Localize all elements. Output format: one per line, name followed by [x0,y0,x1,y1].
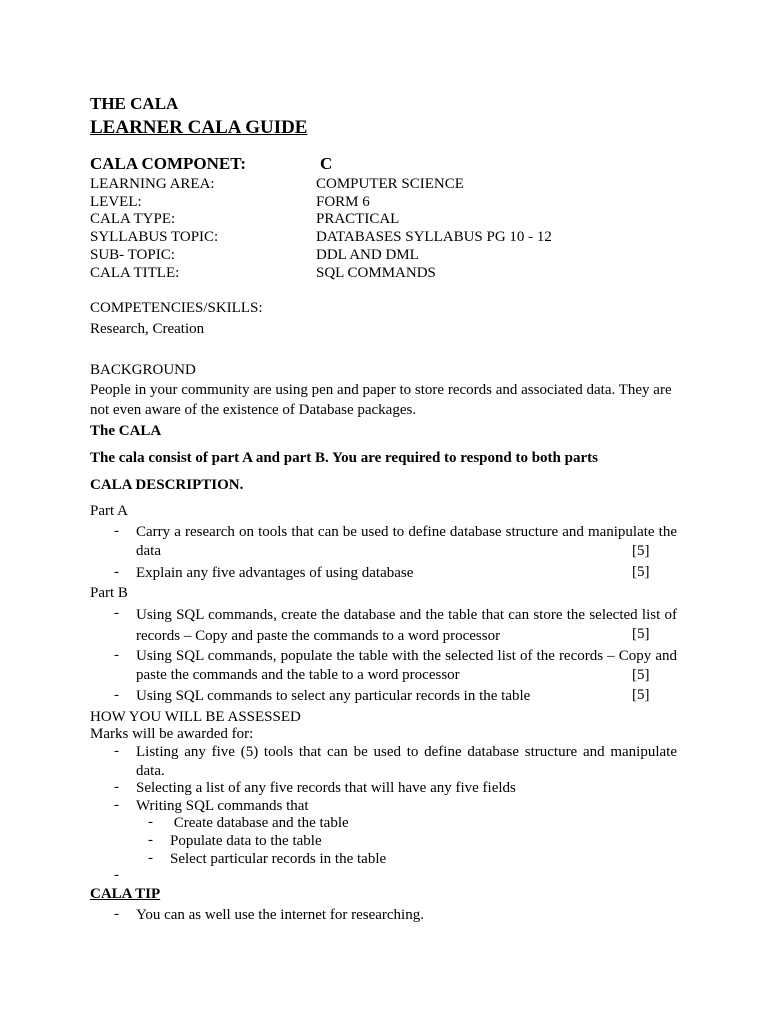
list-bullet: - [114,523,119,539]
assessment-item-1: Listing any five (5) tools that can be used to define database structure and manipulate data. [136,744,677,779]
list-bullet: - [114,647,119,663]
info-label-cala-title: CALA TITLE: [90,265,180,281]
info-label-cala-type: CALA TYPE: [90,211,176,227]
component-label: CALA COMPONET: [90,154,246,173]
assessment-sub-item-3: Select particular records in the table [170,851,387,867]
competencies-value: Research, Creation [90,321,205,337]
part-b-item-3: Using SQL commands to select any particular records in the table [136,688,531,704]
info-label-learning-area: LEARNING AREA: [90,176,215,192]
list-bullet: - [114,797,119,813]
background-text: People in your community are using pen and paper to store records and associated data. They are not even aware of the existence of Database packages. [90,382,672,418]
competencies-heading: COMPETENCIES/SKILLS: [90,300,263,316]
part-b-item-1-mark: [5] [632,626,650,642]
assessment-sub-item-2: Populate data to the table [170,833,322,849]
part-a-item-2-mark: [5] [632,564,650,580]
info-label-sub-topic: SUB- TOPIC: [90,247,175,263]
assessment-item-3: Writing SQL commands that [136,798,309,814]
part-b-item-1: Using SQL commands, create the database and the table that can store the selected list of records – Copy and paste the commands to a word processor [136,607,677,644]
info-value-level: FORM 6 [316,194,370,210]
list-bullet: - [114,779,119,795]
document-title: THE CALA [90,94,179,113]
document-subtitle: LEARNER CALA GUIDE [90,117,308,138]
list-bullet: - [114,605,119,621]
description-heading: CALA DESCRIPTION. [90,477,244,493]
component-value: C [320,154,333,173]
part-a-item-2: Explain any five advantages of using database [136,565,414,581]
cala-heading: The CALA [90,423,162,439]
list-bullet: - [114,564,119,580]
cala-statement: The cala consist of part A and part B. You are required to respond to both parts [90,450,598,466]
part-a-item-1: Carry a research on tools that can be used to define database structure and manipulate the data [136,524,677,559]
part-b-item-3-mark: [5] [632,687,650,703]
info-label-syllabus-topic: SYLLABUS TOPIC: [90,229,219,245]
info-value-cala-type: PRACTICAL [316,211,400,227]
part-b-item-2: Using SQL commands, populate the table with the selected list of the records – Copy and paste the commands and the table to a word processor [136,648,677,683]
part-b-label: Part B [90,585,128,601]
list-bullet: - [114,867,119,883]
assessment-heading: HOW YOU WILL BE ASSESSED [90,709,301,725]
part-a-label: Part A [90,503,128,519]
list-bullet: - [148,832,153,848]
part-b-item-2-mark: [5] [632,667,650,683]
list-bullet: - [148,850,153,866]
assessment-item-2: Selecting a list of any five records that will have any five fields [136,780,516,796]
assessment-sub-item-1: Create database and the table [170,815,349,831]
list-bullet: - [114,687,119,703]
info-value-syllabus-topic: DATABASES SYLLABUS PG 10 - 12 [316,229,552,245]
part-a-item-1-mark: [5] [632,543,650,559]
list-bullet: - [114,743,119,759]
info-label-level: LEVEL: [90,194,142,210]
assessment-intro: Marks will be awarded for: [90,726,254,742]
info-value-sub-topic: DDL AND DML [316,247,419,263]
tip-heading: CALA TIP [90,886,161,902]
list-bullet: - [114,906,119,922]
list-bullet: - [148,814,153,830]
info-value-learning-area: COMPUTER SCIENCE [316,176,464,192]
background-heading: BACKGROUND [90,362,196,378]
info-value-cala-title: SQL COMMANDS [316,265,436,281]
tip-item-1: You can as well use the internet for researching. [136,907,424,923]
